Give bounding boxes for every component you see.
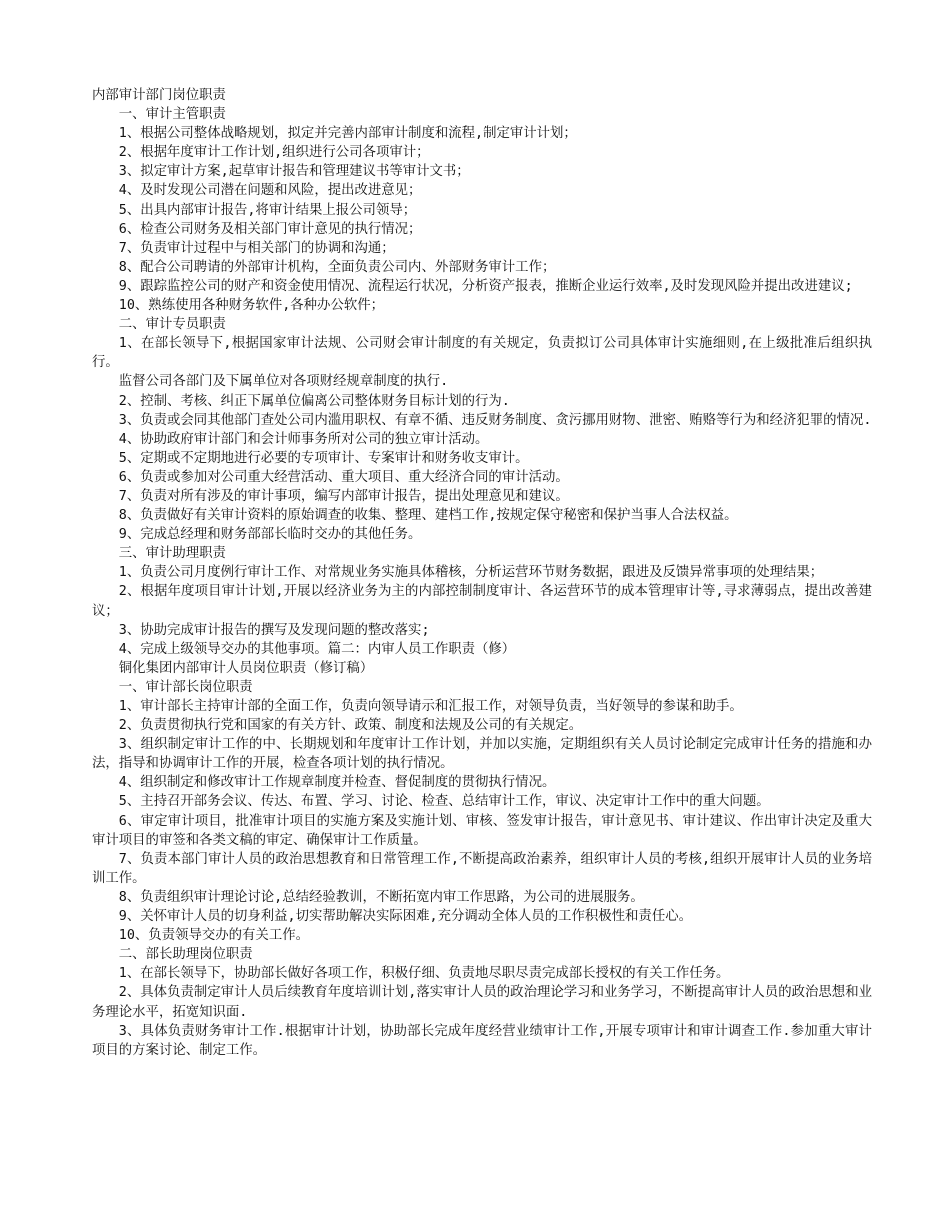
document-paragraph: 3、组织制定审计工作的中、长期规划和年度审计工作计划，并加以实施，定期组织有关人员讨论制定完成审计任务的措施和办法，指导和协调审计工作的开展，检查各项计划的执行情况。 (92, 737, 872, 772)
document-paragraph: 二、部长助理岗位职责 (118, 947, 253, 963)
document-paragraph: 一、审计部长岗位职责 (118, 679, 253, 695)
document-paragraph: 8、负责组织审计理论讨论,总结经验教训，不断拓宽内审工作思路，为公司的进展服务。 (118, 889, 644, 905)
document-paragraph: 2、控制、考核、纠正下属单位偏离公司整体财务目标计划的行为. (118, 393, 510, 409)
document-paragraph: 8、配合公司聘请的外部审计机构，全面负责公司内、外部财务审计工作； (118, 259, 556, 275)
document-paragraph: 9、跟踪监控公司的财产和资金使用情况、流程运行状况，分析资产报表，推断企业运行效率,及时发现风险并提出改进建议; (118, 278, 853, 294)
document-paragraph: 8、负责做好有关审计资料的原始调查的收集、整理、建档工作,按规定保守秘密和保护当事人合法权益。 (118, 508, 738, 524)
document-paragraph: 二、审计专员职责 (118, 317, 226, 333)
document-paragraph: 3、拟定审计方案,起草审计报告和管理建议书等审计文书； (118, 164, 470, 180)
document-paragraph: 1、根据公司整体战略规划，拟定并完善内部审计制度和流程,制定审计计划； (118, 126, 577, 142)
document-paragraph: 6、负责或参加对公司重大经营活动、重大项目、重大经济合同的审计活动。 (118, 469, 569, 485)
document-paragraph: 铜化集团内部审计人员岗位职责（修订稿） (118, 660, 374, 676)
document-body (92, 86, 872, 1060)
document-paragraph: 7、负责对所有涉及的审计事项，编写内部审计报告，提出处理意见和建议。 (118, 488, 569, 504)
document-paragraph: 2、根据年度项目审计计划,开展以经济业务为主的内部控制制度审计、各运营环节的成本管理审计等,寻求薄弱点，提出改善建议； (92, 584, 872, 619)
document-paragraph: 三、审计助理职责 (118, 546, 226, 562)
document-title: 内部审计部门岗位职责 (92, 88, 226, 103)
document-paragraph: 3、具体负责财务审计工作.根据审计计划，协助部长完成年度经营业绩审计工作,开展专项审计和审计调查工作.参加重大审计项目的方案讨论、制定工作。 (92, 1023, 872, 1058)
document-paragraph: 9、关怀审计人员的切身利益,切实帮助解决实际困难,充分调动全体人员的工作积极性和责任心。 (118, 909, 692, 925)
document-paragraph: 7、负责审计过程中与相关部门的协调和沟通； (118, 240, 395, 256)
document-paragraph: 6、检查公司财务及相关部门审计意见的执行情况； (118, 221, 422, 237)
document-paragraph: 4、协助政府审计部门和会计师事务所对公司的独立审计活动。 (118, 431, 489, 447)
document-paragraph: 5、主持召开部务会议、传达、布置、学习、讨论、检查、总结审计工作，审议、决定审计工作中的重大问题。 (118, 794, 770, 810)
document-paragraph: 1、在部长领导下，协助部长做好各项工作，积极仔细、负责地尽职尽责完成部长授权的有关工作任务。 (118, 966, 730, 982)
document-paragraph: 9、完成总经理和财务部部长临时交办的其他任务。 (118, 527, 422, 543)
document-paragraph: 1、在部长领导下,根据国家审计法规、公司财会审计制度的有关规定，负责拟订公司具体审计实施细则,在上级批准后组织执行。 (92, 336, 872, 371)
document-paragraph: 4、及时发现公司潜在问题和风险，提出改进意见； (118, 183, 422, 199)
document-paragraph: 5、定期或不定期地进行必要的专项审计、专案审计和财务收支审计。 (118, 450, 529, 466)
document-paragraph: 4、完成上级领导交办的其他事项。篇二：内审人员工作职责（修） (118, 641, 516, 657)
document-paragraph: 一、审计主管职责 (118, 107, 226, 123)
document-paragraph: 3、负责或会同其他部门查处公司内滥用职权、有章不循、违反财务制度、贪污挪用财物、泄密、贿赂等行为和经济犯罪的情况. (118, 412, 872, 428)
document-paragraph: 5、出具内部审计报告,将审计结果上报公司领导； (118, 202, 417, 218)
document-paragraph: 10、负责领导交办的有关工作。 (118, 928, 309, 944)
document-paragraph: 6、审定审计项目，批准审计项目的实施方案及实施计划、审核、签发审计报告，审计意见书、审计建议、作出审计决定及重大审计项目的审签和各类文稿的审定、确保审计工作质量。 (92, 813, 872, 848)
document-paragraph: 监督公司各部门及下属单位对各项财经规章制度的执行. (118, 374, 449, 390)
document-paragraph: 4、组织制定和修改审计工作规章制度并检查、督促制度的贯彻执行情况。 (118, 775, 556, 791)
document-paragraph: 7、负责本部门审计人员的政治思想教育和日常管理工作,不断提高政治素养，组织审计人员的考核,组织开展审计人员的业务培训工作。 (92, 851, 872, 886)
document-paragraph: 2、根据年度审计工作计划,组织进行公司各项审计； (118, 145, 430, 161)
document-paragraph: 3、协助完成审计报告的撰写及发现问题的整改落实; (118, 622, 430, 638)
document-paragraph: 2、负责贯彻执行党和国家的有关方针、政策、制度和法规及公司的有关规定。 (118, 718, 583, 734)
document-paragraph: 1、审计部长主持审计部的全面工作，负责向领导请示和汇报工作，对领导负责，当好领导的参谋和助手。 (118, 699, 743, 714)
document-paragraph: 1、负责公司月度例行审计工作、对常规业务实施具体稽核，分析运营环节财务数据，跟进及反馈异常事项的处理结果； (118, 565, 824, 581)
document-paragraph: 2、具体负责制定审计人员后续教育年度培训计划,落实审计人员的政治理论学习和业务学习，不断提高审计人员的政治思想和业务理论水平，拓宽知识面. (92, 985, 872, 1020)
document-paragraph: 10、熟练使用各种财务软件,各种办公软件； (118, 298, 385, 314)
